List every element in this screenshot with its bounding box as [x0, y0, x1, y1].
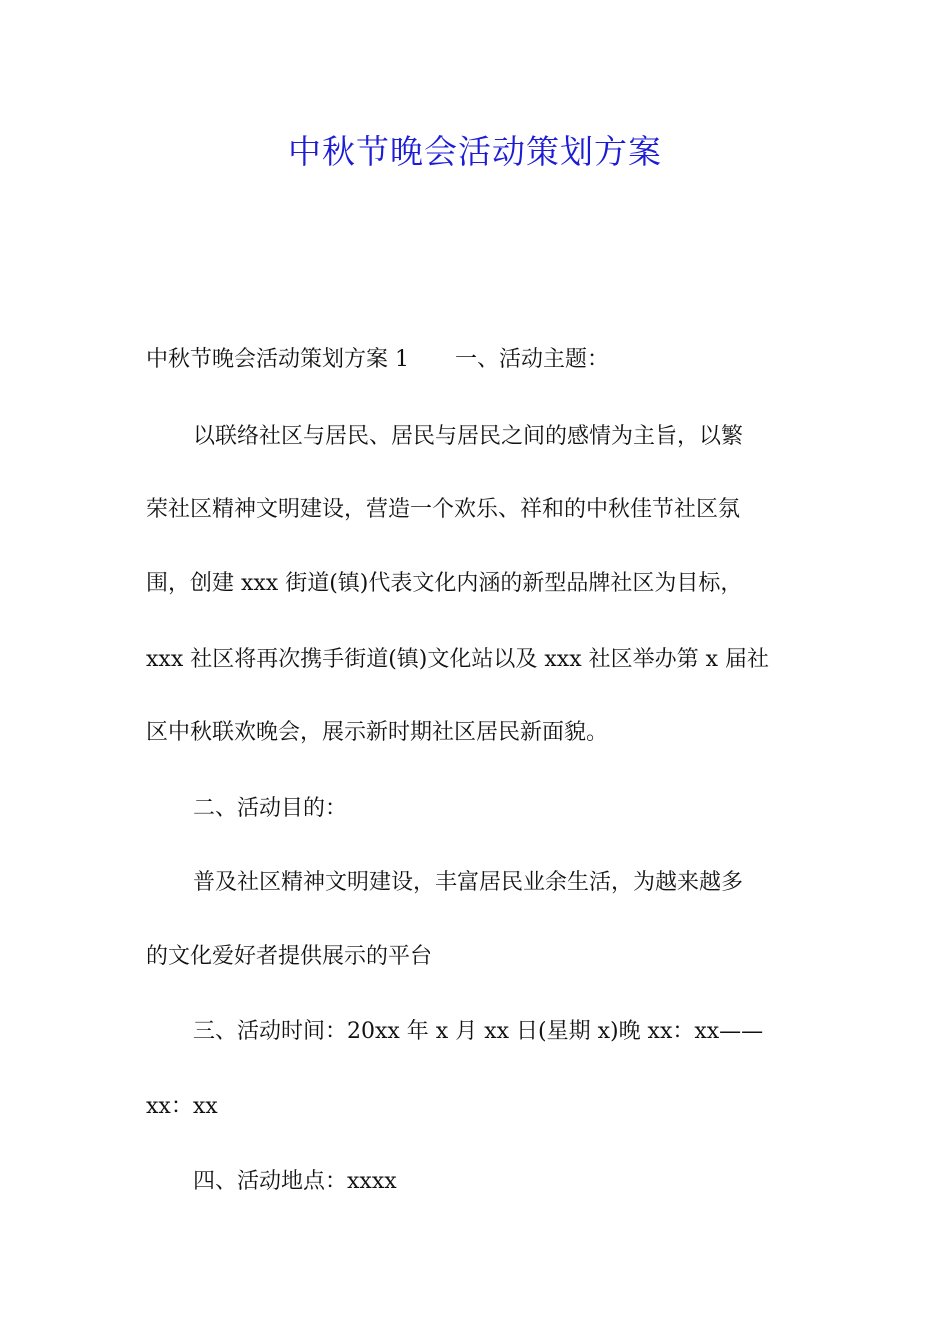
paragraph-line: xx：xx — [146, 1094, 218, 1119]
paragraph-line: 区中秋联欢晚会，展示新时期社区居民新面貌。 — [146, 720, 609, 745]
paragraph-line: 以联络社区与居民、居民与居民之间的感情为主旨，以繁 — [193, 424, 744, 449]
section-heading-theme: 一、活动主题： — [455, 347, 610, 372]
section-heading-location: 四、活动地点：xxxx — [193, 1169, 397, 1194]
document-title: 中秋节晚会活动策划方案 — [288, 132, 662, 171]
plan-heading-line — [146, 345, 609, 375]
section-heading-time: 三、活动时间：20xx 年 x 月 xx 日(星期 x)晚 xx：xx—— — [193, 1019, 764, 1044]
paragraph-line: 围，创建 xxx 街道(镇)代表文化内涵的新型品牌社区为目标， — [146, 571, 743, 596]
plan-subtitle: 中秋节晚会活动策划方案 1 — [146, 347, 409, 372]
section-heading-purpose: 二、活动目的： — [193, 796, 348, 821]
paragraph-line: xxx 社区将再次携手街道(镇)文化站以及 xxx 社区举办第 x 届社 — [146, 647, 769, 672]
paragraph-line: 荣社区精神文明建设，营造一个欢乐、祥和的中秋佳节社区氛 — [146, 497, 741, 522]
paragraph-line: 的文化爱好者提供展示的平台 — [146, 944, 433, 969]
paragraph-line: 普及社区精神文明建设，丰富居民业余生活，为越来越多 — [193, 870, 744, 895]
